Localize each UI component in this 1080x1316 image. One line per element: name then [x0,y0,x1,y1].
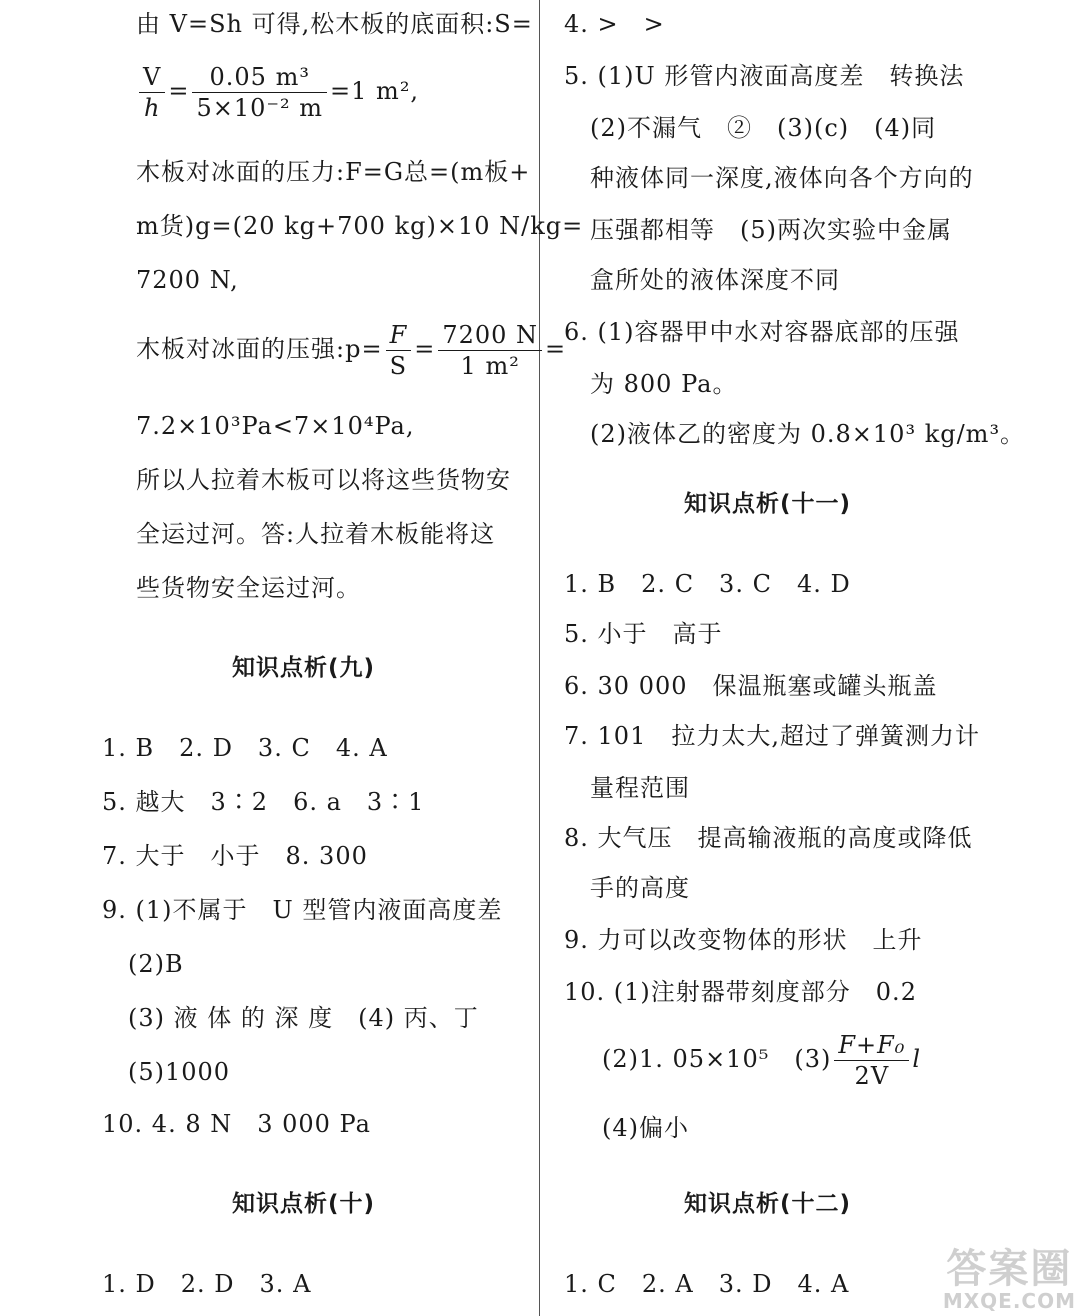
column-divider [539,0,540,1316]
answer-line: 7.2×10³Pa<7×10⁴Pa, [136,412,415,440]
answer-line: (5)1000 [128,1058,231,1086]
formula-area: (2)1. 05×10⁵ (3) $\frac{\text{F+F₀}}{2V}$ l [602,1031,922,1090]
answer-line: 由 V=Sh 可得,松木板的底面积:S= [136,10,533,38]
answer-line: (2)液体乙的密度为 0.8×10³ kg/m³。 [590,420,1026,448]
answer-line: 7. 101 拉力太大,超过了弹簧测力计 [564,722,980,750]
answer-line: 6. 30 000 保温瓶塞或罐头瓶盖 [564,672,938,700]
answer-line: 8. 大气压 提高输液瓶的高度或降低 [564,824,973,852]
answer-line: 7200 N, [136,266,239,294]
fraction: $\frac{V}{h}$ [139,62,165,123]
answer-line: 4. > > [564,10,665,38]
answer-line: 5. 小于 高于 [564,620,723,648]
answer-line: 6. (1)容器甲中水对容器底部的压强 [564,318,960,346]
answer-line: 种液体同一深度,液体向各个方向的 [590,164,974,192]
answer-line: 全运过河。答:人拉着木板能将这 [136,520,496,548]
answer-line: (2)不漏气 ② (3)(c) (4)同 [590,114,937,142]
formula-area: 木板对冰面的压强:p= $\frac{F}{S}$ = $\frac{7200 N}{\text{1 m²}}$ = [136,321,567,380]
answer-line: 1. B 2. C 3. C 4. D [564,570,851,598]
answer-line: 1. C 2. A 3. D 4. A [564,1270,850,1298]
fraction: $\frac{\text{F+F₀}}{2V}$ [834,1030,909,1091]
fraction: $\frac{F}{S}$ [386,320,412,381]
answer-line: 5. 越大 3∶2 6. a 3∶1 [102,788,425,816]
answer-line: m货)g=(20 kg+700 kg)×10 N/kg= [136,212,584,240]
answer-line: 木板对冰面的压力:F=G总=(m板+ [136,158,531,186]
fraction: $\frac{7200 N}{\text{1 m²}}$ [438,320,542,381]
answer-line: 9. (1)不属于 U 型管内液面高度差 [102,896,503,924]
answer-line: 为 800 Pa。 [590,370,738,398]
section-heading: 知识点析(十一) [684,491,852,517]
answer-line: 1. D 2. D 3. A [102,1270,312,1298]
answer-line: 7. 大于 小于 8. 300 [102,842,368,870]
answer-line: 10. (1)注射器带刻度部分 0.2 [564,978,917,1006]
answer-line: 9. 力可以改变物体的形状 上升 [564,926,923,954]
answer-line: (4)偏小 [602,1114,689,1142]
answer-line: 些货物安全运过河。 [136,574,361,602]
answer-line: 手的高度 [590,874,690,902]
answer-line: 盒所处的液体深度不同 [590,266,840,294]
section-heading: 知识点析(十二) [684,1191,852,1217]
watermark-logo: 答案圈 MXQE.COM [942,1246,1076,1313]
answer-line: (3) 液 体 的 深 度 (4) 丙、丁 [128,1004,479,1032]
answer-line: 1. B 2. D 3. C 4. A [102,734,388,762]
section-heading: 知识点析(九) [232,655,376,681]
answer-line: 10. 4. 8 N 3 000 Pa [102,1110,371,1138]
answer-line: (2)B [128,950,184,978]
section-heading: 知识点析(十) [232,1191,376,1217]
formula-area: $\frac{V}{h}$ = $\frac{\text{0.05 m³}}{\text{5×10⁻² m}}$ =1 m², [136,62,419,123]
answer-line: 量程范围 [590,774,690,802]
answer-line: 压强都相等 (5)两次实验中金属 [590,216,952,244]
answer-line: 5. (1)U 形管内液面高度差 转换法 [564,62,965,90]
answer-line: 所以人拉着木板可以将这些货物安 [136,466,511,494]
fraction: $\frac{\text{0.05 m³}}{\text{5×10⁻² m}}$ [192,62,327,123]
